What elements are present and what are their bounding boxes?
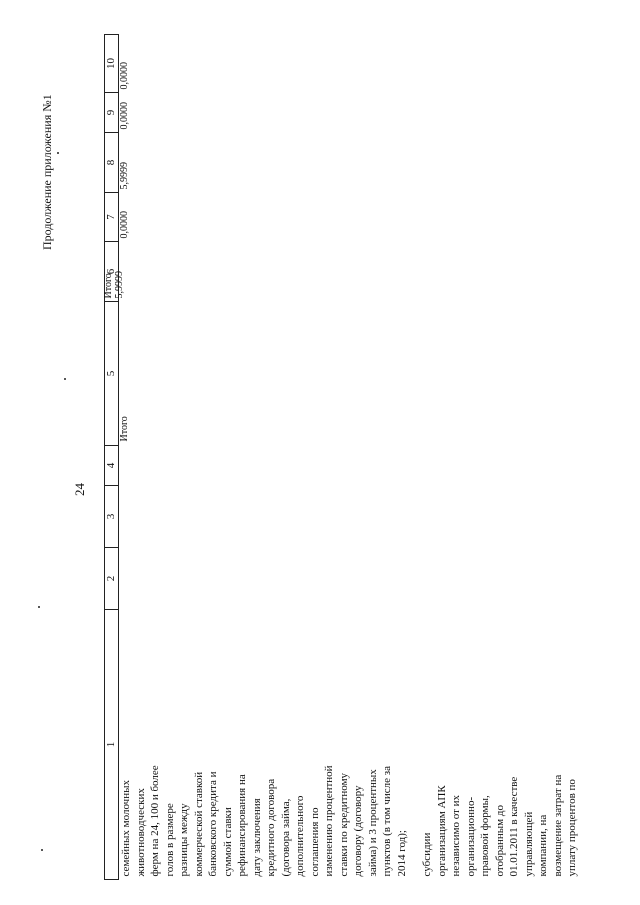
description-line: 01.01.2011 в качестве	[508, 776, 520, 877]
scan-artifact	[38, 606, 40, 608]
description-line: возмещение затрат на	[551, 774, 564, 877]
col-6-cell	[103, 242, 580, 302]
col-6-value: 5,9999	[114, 271, 125, 299]
page-number: 24	[72, 483, 87, 496]
description-line: займа) и 3 процентных	[366, 769, 379, 877]
column-number-1: 1	[105, 610, 119, 880]
description-line: независимо от их	[450, 795, 462, 877]
appendix-title: Продолжение приложения №1	[40, 94, 54, 250]
description-line: (договора займа,	[279, 798, 292, 877]
col-5-cell: Итого	[119, 416, 130, 442]
description-line: кредитного договора	[265, 778, 277, 877]
description-line: рефинансирования на	[236, 774, 248, 877]
col-7-cell: 0,0000	[119, 211, 130, 239]
description-line: договору (договору	[352, 785, 364, 877]
description-line: разницы между	[178, 803, 190, 877]
description-line: голов в размере	[163, 803, 176, 877]
column-number-row	[105, 35, 119, 880]
description-cell	[119, 610, 580, 880]
col-3-cell	[119, 486, 580, 548]
description-line: дополнительного	[294, 795, 306, 877]
col-2-cell	[119, 548, 580, 610]
description-line: отобранным до	[493, 805, 506, 877]
description-line: пунктов (в том числе за	[381, 766, 393, 877]
appendix-table	[103, 35, 578, 880]
column-number-2: 2	[105, 548, 119, 610]
description-line	[409, 610, 420, 877]
scan-artifact	[41, 849, 43, 851]
description-line: организационно-	[464, 796, 477, 877]
col-6-label: Итого	[103, 273, 114, 299]
description-line: компании, на	[537, 814, 549, 877]
table-row	[119, 35, 580, 880]
col-9-cell: 0,0000	[119, 102, 130, 130]
column-number-3: 3	[105, 486, 119, 548]
column-number-8: 8	[105, 133, 119, 193]
description-line: банковского кредита и	[207, 771, 219, 877]
description-line: организациям АПК	[435, 785, 448, 877]
column-number-10: 10	[105, 35, 119, 93]
scan-artifact	[64, 378, 66, 380]
column-number-7: 7	[105, 193, 119, 242]
col-8-cell: 5,9999	[119, 162, 130, 190]
scan-artifact	[57, 152, 59, 154]
description-line: ставки по кредитному	[337, 772, 350, 877]
description-line: субсидии	[421, 832, 433, 877]
column-number-6: 6	[105, 242, 119, 302]
description-line: суммой ставки	[221, 807, 234, 877]
column-number-4: 4	[105, 446, 119, 486]
description-text	[119, 610, 580, 877]
description-line: уплату процентов по	[566, 779, 578, 877]
column-number-5: 5	[105, 302, 119, 446]
col-4-cell	[119, 446, 580, 486]
description-line: соглашения по	[308, 807, 321, 877]
column-number-9: 9	[105, 93, 119, 133]
description-line: правовой формы,	[479, 795, 491, 877]
description-line: дату заключения	[250, 798, 263, 877]
col-10-cell: 0,0000	[119, 62, 130, 90]
description-line: изменению процентной	[323, 765, 335, 877]
description-line: животноводческих	[134, 788, 147, 877]
description-line: коммерческой ставкой	[192, 771, 205, 877]
description-line: управляющей	[522, 811, 535, 877]
description-line: ферм на 24, 100 и более	[149, 765, 161, 877]
description-line: семейных молочных	[120, 780, 132, 877]
description-line: 2014 год);	[395, 830, 408, 877]
